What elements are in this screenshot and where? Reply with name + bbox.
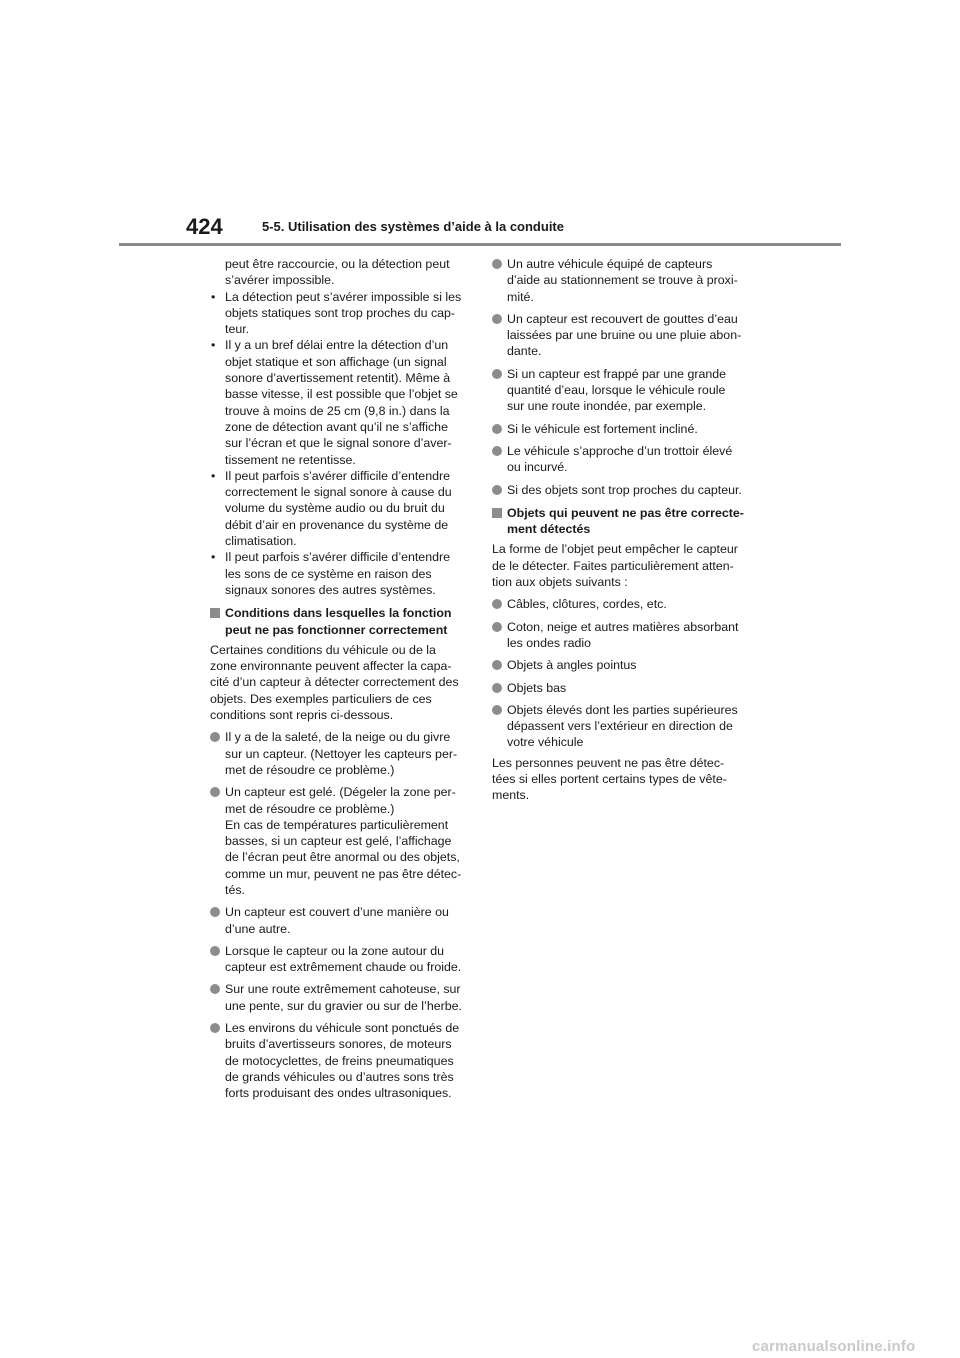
list-item: Un capteur est gelé. (Dégeler la zone per- met de résoudre ce problème.) En cas de températures particulièrement basses, si un capteur est gelé, l’affichage de l’écran peut être anormal ou des objets, comme un mur, peuvent ne pas être détec- tés. <box>210 784 472 898</box>
left-column <box>210 256 472 1102</box>
dash-item: • Il y a un bref délai entre la détection d’un objet statique et son affichage (un signal sonore d’avertissement retentit). Même à basse vitesse, il est possible que l’objet se trouve à moins de 25 cm (9,8 in.) dans la zone de détection avant qu’il ne s’affiche sur l’écran et que le signal sonore d’aver- tissement ne retentisse. <box>211 338 458 467</box>
circle-bullet-icon <box>492 485 502 495</box>
list-item: Sur une route extrêmement cahoteuse, sur une pente, sur du gravier ou sur de l’herbe. <box>210 981 472 1014</box>
subsection-heading: Objets qui peuvent ne pas être correcte- ment détectés <box>492 505 756 538</box>
continuation-text: peut être raccourcie, ou la détection peut s’avérer impossible. <box>225 257 450 288</box>
closing-paragraph: Les personnes peuvent ne pas être détec- tées si elles portent certains types de vête- ments. <box>492 755 727 803</box>
right-column <box>492 256 756 804</box>
list-item: Les environs du véhicule sont ponctués de bruits d’avertisseurs sonores, de moteurs de motocyclettes, de freins pneumatiques de grands véhicules ou d’autres sons très forts produisant des ondes ultrasoniques. <box>210 1020 472 1101</box>
header-divider <box>119 243 841 246</box>
dash-bullet-icon: • <box>211 289 216 304</box>
list-item: Un capteur est couvert d’une manière ou d’une autre. <box>210 904 472 937</box>
dash-bullet-icon: • <box>211 468 216 483</box>
circle-bullet-icon <box>210 1023 220 1033</box>
circle-bullet-icon <box>210 946 220 956</box>
circle-bullet-icon <box>210 984 220 994</box>
circle-bullet-icon <box>492 705 502 715</box>
circle-bullet-icon <box>492 622 502 632</box>
list-item: Un autre véhicule équipé de capteurs d’aide au stationnement se trouve à proxi- mité. <box>492 256 756 305</box>
list-item: Objets élevés dont les parties supérieures dépassent vers l’extérieur en direction de votre véhicule <box>492 702 756 751</box>
subsection-heading: Conditions dans lesquelles la fonction peut ne pas fonctionner correctement <box>210 605 472 638</box>
circle-bullet-icon <box>492 369 502 379</box>
list-item: Objets à angles pointus <box>492 657 756 673</box>
list-item: Le véhicule s’approche d’un trottoir élevé ou incurvé. <box>492 443 756 476</box>
circle-bullet-icon <box>492 599 502 609</box>
circle-bullet-icon <box>492 446 502 456</box>
circle-bullet-icon <box>210 732 220 742</box>
list-item: Il y a de la saleté, de la neige ou du givre sur un capteur. (Nettoyer les capteurs per- met de résoudre ce problème.) <box>210 729 472 778</box>
circle-bullet-icon <box>492 683 502 693</box>
list-item: Si le véhicule est fortement incliné. <box>492 421 756 437</box>
circle-bullet-icon <box>210 787 220 797</box>
circle-bullet-icon <box>492 314 502 324</box>
watermark-text: carmanualsonline.info <box>752 1338 916 1355</box>
list-item: Objets bas <box>492 680 756 696</box>
paragraph: Certaines conditions du véhicule ou de la zone environnante peuvent affecter la capa- cité d’un capteur à détecter correctement des objets. Des exemples particuliers de ces conditions sont repris ci-dessous. <box>210 642 459 723</box>
dash-bullet-icon: • <box>211 550 216 565</box>
page-number: 424 <box>186 214 223 239</box>
list-item: Lorsque le capteur ou la zone autour du capteur est extrêmement chaude ou froide. <box>210 943 472 976</box>
circle-bullet-icon <box>492 424 502 434</box>
list-item: Câbles, clôtures, cordes, etc. <box>492 596 756 612</box>
list-item: Si des objets sont trop proches du capteur. <box>492 482 756 498</box>
circle-bullet-icon <box>492 259 502 269</box>
dash-item: • La détection peut s’avérer impossible si les objets statiques sont trop proches du cap- teur. <box>211 289 462 337</box>
square-bullet-icon <box>492 508 502 518</box>
circle-bullet-icon <box>210 907 220 917</box>
square-bullet-icon <box>210 608 220 618</box>
circle-bullet-icon <box>492 660 502 670</box>
dash-item: • Il peut parfois s’avérer difficile d’entendre les sons de ce système en raison des signaux sonores des autres systèmes. <box>211 550 450 597</box>
list-item: Un capteur est recouvert de gouttes d’eau laissées par une bruine ou une pluie abon- dante. <box>492 311 756 360</box>
section-title: 5-5. Utilisation des systèmes d’aide à la conduite <box>262 219 564 234</box>
list-item: Si un capteur est frappé par une grande quantité d’eau, lorsque le véhicule roule sur une route inondée, par exemple. <box>492 366 756 415</box>
dash-bullet-icon: • <box>211 338 216 353</box>
list-item: Coton, neige et autres matières absorbant les ondes radio <box>492 619 756 652</box>
paragraph: La forme de l’objet peut empêcher le capteur de le détecter. Faites particulièrement atten- tion aux objets suivants : <box>492 542 738 590</box>
dash-item: • Il peut parfois s’avérer difficile d’entendre correctement le signal sonore à cause du volume du système audio ou du bruit du débit d’air en provenance du système de climatisation. <box>211 468 452 549</box>
